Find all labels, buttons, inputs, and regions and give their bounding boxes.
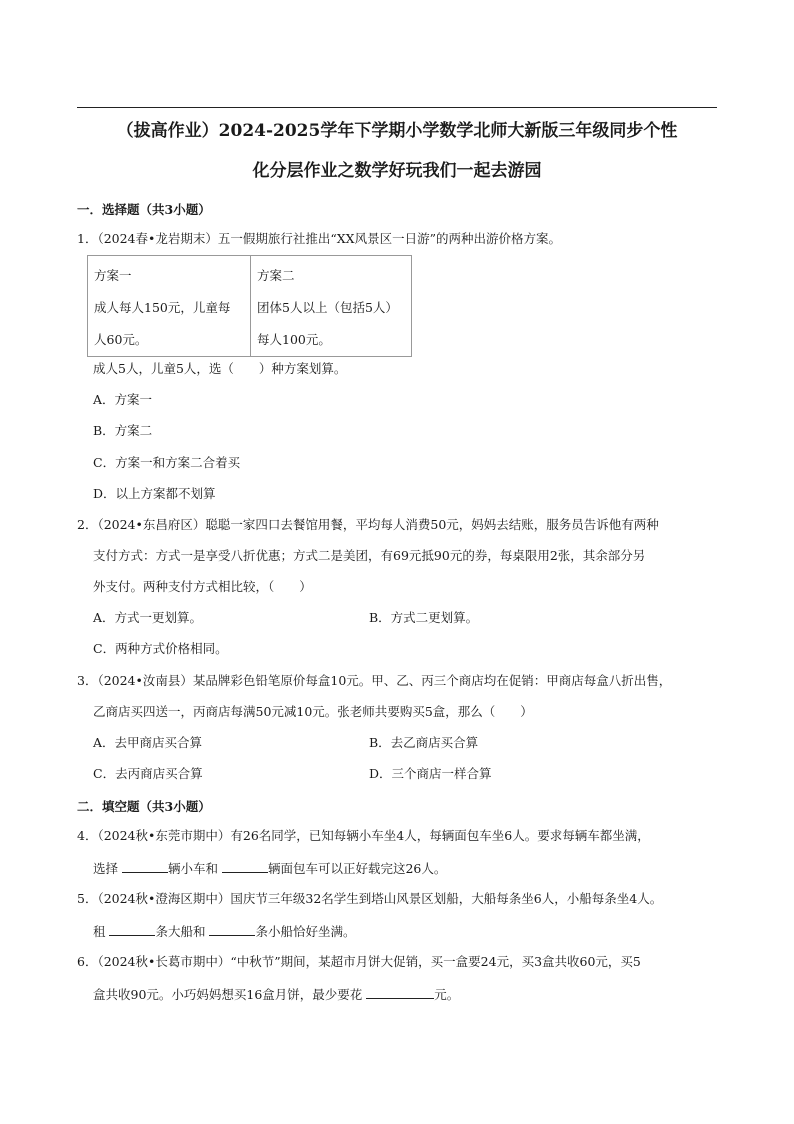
question-3-line-1: 3．（2024•汝南县）某品牌彩色铅笔原价每盒10元。甲、乙、丙三个商店均在促销：甲商店每盒八折出售，	[77, 673, 672, 688]
question-1-option-d: D．以上方案都不划算	[93, 486, 216, 501]
question-2-option-c: C．两种方式价格相同。	[93, 641, 228, 656]
plan-one-text-2: 人60元。	[94, 332, 148, 347]
document-title-line-2: 化分层作业之数学好玩我们一起去游园	[252, 161, 542, 181]
question-2-option-a: A．方式一更划算。	[93, 610, 203, 625]
question-5-line-1: 5．（2024秋•澄海区期中）国庆节三年级32名学生到塔山风景区划船，大船每条坐6人，小船每条坐4人。	[77, 891, 663, 906]
question-2-line-2: 支付方式：方式一是享受八折优惠；方式二是美团，有69元抵90元的券，每桌限用2张，其余部分另	[93, 548, 646, 563]
plan-one-text-1: 成人每人150元，儿童每	[94, 300, 231, 315]
question-3-line-2: 乙商店买四送一，丙商店每满50元减10元。张老师共要购买5盒，那么（ ）	[93, 704, 533, 719]
question-6-line-1: 6．（2024秋•长葛市期中）“中秋节”期间，某超市月饼大促销，买一盒要24元，买3盒共收60元，买5	[77, 954, 641, 969]
question-4-line-1: 4．（2024秋•东莞市期中）有26名同学，已知每辆小车坐4人，每辆面包车坐6人。要求每辆车都坐满，	[77, 828, 650, 843]
question-6-text-a: 盒共收90元。小巧妈妈想买16盒月饼，最少要花	[93, 987, 367, 1002]
plan-two-text-2: 每人100元。	[257, 332, 331, 347]
plan-two-title: 方案二	[257, 268, 295, 283]
price-plan-table	[87, 255, 412, 357]
answer-blank-4b[interactable]	[222, 858, 268, 873]
question-1-option-b: B．方案二	[93, 423, 153, 438]
question-6-text-b: 元。	[434, 987, 460, 1002]
answer-blank-4a[interactable]	[122, 858, 168, 873]
question-1-option-c: C．方案一和方案二合着买	[93, 455, 241, 470]
question-2-option-b: B．方式二更划算。	[369, 610, 479, 625]
plan-one-title: 方案一	[94, 268, 132, 283]
question-4-line-2	[93, 858, 446, 878]
plan-two-cell	[251, 256, 412, 357]
answer-blank-5b[interactable]	[209, 921, 255, 936]
header-rule	[77, 107, 717, 108]
question-4-text-a: 选择	[93, 861, 122, 876]
question-1-stem: 1．（2024春•龙岩期末）五一假期旅行社推出“XX风景区一日游”的两种出游价格方案。	[77, 231, 561, 246]
question-1-option-a: A．方案一	[93, 392, 153, 407]
question-3-option-c: C．去丙商店买合算	[93, 766, 203, 781]
plan-one-cell	[88, 256, 251, 357]
question-4-text-c: 辆面包车可以正好载完这26人。	[267, 861, 447, 876]
question-5-text-b: 条大船和	[155, 924, 210, 939]
question-5-text-a: 租	[93, 924, 110, 939]
question-1-prompt: 成人5人，儿童5人，选（ ）种方案划算。	[93, 361, 347, 376]
section-heading-choice: 一．选择题（共3小题）	[77, 202, 211, 217]
question-3-option-b: B．去乙商店买合算	[369, 735, 479, 750]
section-heading-fill: 二．填空题（共3小题）	[77, 799, 211, 814]
question-6-line-2	[93, 984, 459, 1004]
document-title-line-1: （拔高作业）2024-2025学年下学期小学数学北师大新版三年级同步个性	[116, 121, 678, 141]
plan-two-text-1: 团体5人以上（包括5人）	[257, 300, 398, 315]
question-5-text-c: 条小船恰好坐满。	[255, 924, 356, 939]
answer-blank-5a[interactable]	[109, 921, 155, 936]
question-3-option-d: D．三个商店一样合算	[369, 766, 492, 781]
question-3-option-a: A．去甲商店买合算	[93, 735, 203, 750]
answer-blank-6[interactable]	[366, 984, 434, 999]
question-5-line-2	[93, 921, 355, 941]
question-2-line-1: 2．（2024•东昌府区）聪聪一家四口去餐馆用餐，平均每人消费50元，妈妈去结账，服务员告诉他有两种	[77, 517, 659, 532]
question-2-line-3: 外支付。两种支付方式相比较，（ ）	[93, 579, 312, 594]
question-4-text-b: 辆小车和	[167, 861, 222, 876]
